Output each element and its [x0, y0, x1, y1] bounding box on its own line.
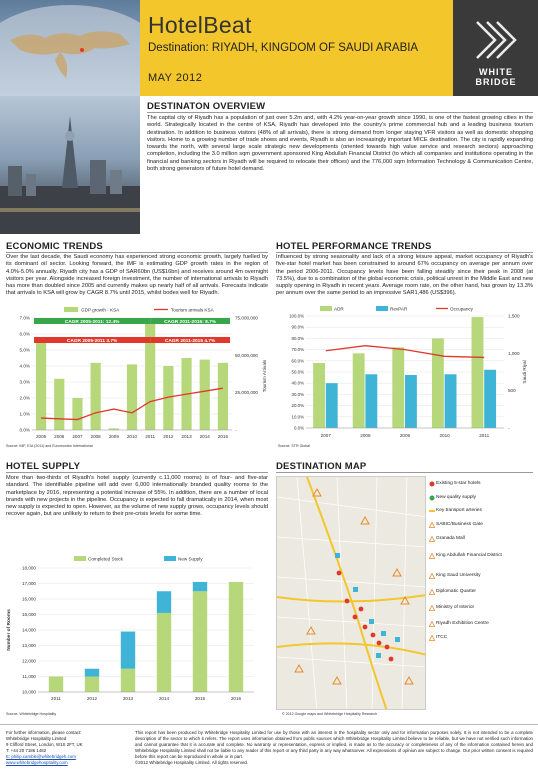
gdp-bar: [200, 360, 210, 430]
map-legend-label: SABIC/Business Gate: [436, 522, 483, 527]
map-credit: © 2012 Google maps and Whitebridge Hospitality Research: [282, 712, 378, 716]
triangle-icon: [429, 553, 435, 559]
x-tick-label: 2006: [54, 434, 65, 439]
y-tick-label: 10,000: [21, 689, 36, 695]
x-tick-label: 2014: [199, 434, 210, 439]
overview-divider: [147, 112, 533, 113]
y-tick-label: 1.0%: [19, 411, 30, 417]
revpar-bar: [405, 375, 417, 428]
map-divider: [276, 472, 533, 473]
legend-arrivals: Tourism arrivals KSA: [171, 307, 214, 313]
gdp-bar: [127, 364, 137, 430]
yellow-line-icon: [429, 508, 435, 514]
y-tick-label: 80.0%: [291, 335, 304, 341]
footer-contact: [6, 730, 128, 766]
globe-image: [0, 0, 140, 96]
supply-source: Source: Whitebridge Hospitality: [6, 712, 57, 716]
map-legend-item: [436, 605, 474, 611]
economic-heading: ECONOMIC TRENDS: [6, 241, 103, 252]
map-legend-label: Key transport arteries: [436, 508, 482, 513]
y-tick-label: 7.0%: [19, 315, 30, 321]
footer-contact-line: Whitebridge Hospitality Limited: [6, 736, 67, 741]
riyadh-skyline-image: [0, 96, 140, 234]
x-tick-label: 2011: [479, 433, 490, 438]
performance-chart: [276, 306, 536, 444]
adr-bar: [353, 353, 365, 428]
cagr-label: CAGR 2005-2011 3.7%: [66, 338, 118, 344]
x-tick-label: 2009: [399, 433, 411, 438]
logo-line1: WHITE: [479, 67, 513, 77]
map-legend-label: King Saud University: [436, 573, 481, 578]
adr-bar: [472, 317, 484, 428]
adr-bar: [432, 338, 444, 428]
map-legend-item: [436, 481, 481, 487]
report-date: MAY 2012: [148, 72, 203, 84]
supply-chart: [4, 554, 270, 710]
map-legend-item: [436, 573, 481, 579]
economic-body: Over the last decade, the Saudi economy has experienced strong economic growth, largely fuelled by its dominant oil sector. Looking forward, the IMF is estimating GDP growth rates in the region of 4.0%-5.0% annually. Riyadh city has a GDP of SAR60bn (US$16bn) and receives around 4m overnight visitors per year. Alongside increased foreign investment, the number of international arrivals to Riyadh has more than doubled since 2005 and currently makes up nearly half of all arrivals. Forecasts indicate that arrivals to KSA will grow by CAGR 8.7% until 2015, whilst bodes well for Riyadh.: [6, 254, 268, 297]
x-tick-label: 2015: [194, 696, 206, 701]
y-tick-label: 60.0%: [291, 358, 304, 364]
new-supply-bar: [85, 669, 99, 677]
new-supply-bar: [157, 591, 171, 613]
x-tick-label: 2015: [217, 434, 229, 439]
y-tick-label: 3.0%: [19, 379, 30, 385]
legend-swatch-new: [164, 556, 176, 561]
completed-stock-bar: [49, 677, 63, 693]
red-dot-icon: [429, 481, 435, 487]
footer-contact-line: T: +44 20 7186 1482: [6, 748, 47, 753]
adr-bar: [392, 347, 404, 428]
y-tick-label: 18,000: [21, 565, 36, 571]
map-legend-label: ITCC: [436, 635, 448, 640]
supply-heading: HOTEL SUPPLY: [6, 461, 81, 472]
y-tick-label: 6.0%: [19, 331, 30, 337]
y2-tick-label: 1,000: [508, 350, 520, 356]
completed-stock-bar: [85, 677, 99, 693]
y2-tick-label: 50,000,000: [235, 352, 258, 358]
completed-stock-bar: [229, 582, 243, 692]
x-tick-label: 2012: [86, 696, 98, 701]
logo-line2: BRIDGE: [475, 77, 517, 87]
x-tick-label: 2009: [108, 434, 119, 439]
x-tick-label: 2005: [35, 434, 47, 439]
x-tick-label: 2016: [230, 696, 242, 701]
x-tick-label: 2013: [122, 696, 134, 701]
x-tick-label: 2011: [145, 434, 156, 439]
y-tick-label: 16,000: [21, 596, 36, 602]
performance-body: Influenced by strong seasonality and lack of a strong leisure appeal, market occupancy of Riyadh's five-star hotel market has been constrained to around 67% occupancy on average per annum over the period 2006-2011. Occupancy levels have been falling steadily since their peak in 2008 (at 73.5%), due to a combination of the global economic crisis, political unrest in the Middle East and new supply opening in Riyadh in recent years. Average room rate, on the other hand, has grown by 13.3% per annum over the same period to an impressive SAR1,486 (US$396).: [276, 254, 533, 297]
y2-tick-label: -: [235, 427, 237, 433]
legend-new: New Supply: [178, 556, 203, 562]
occupancy-line: [326, 346, 484, 358]
triangle-icon: [429, 536, 435, 542]
y2-axis-label: Tourism Arrivals: [262, 359, 267, 393]
y2-tick-label: 25,000,000: [235, 390, 258, 396]
y2-tick-label: -: [508, 425, 510, 431]
triangle-icon: [429, 635, 435, 641]
destination-label: Destination: RIYADH, KINGDOM OF SAUDI ARABIA: [148, 42, 419, 54]
performance-heading: HOTEL PERFORMANCE TRENDS: [276, 241, 432, 252]
footer-divider: [0, 724, 538, 725]
y2-axis-label: Saudi Riyal: [522, 360, 527, 384]
map-legend-label: New quality supply: [436, 495, 476, 500]
legend-swatch-completed: [74, 556, 86, 561]
destination-map: [276, 476, 426, 710]
y-tick-label: 5.0%: [19, 347, 30, 353]
legend-occupancy: Occupancy: [450, 306, 473, 312]
triangle-icon: [429, 522, 435, 528]
map-legend-item: [436, 495, 476, 501]
revpar-bar: [365, 374, 377, 428]
map-legend-item: [436, 635, 447, 641]
footer-contact-line: 9 Clifford Street, London, W1S 2FT, UK: [6, 742, 83, 747]
y2-tick-label: 1,500: [508, 313, 520, 319]
economic-divider: [6, 252, 268, 253]
y-tick-label: 20.0%: [291, 403, 304, 409]
gdp-bar: [218, 363, 228, 430]
footer-contact-line: For further information, please contact:: [6, 730, 82, 735]
legend-revpar: RevPAR: [390, 306, 408, 312]
completed-stock-bar: [157, 613, 171, 692]
y-tick-label: 50.0%: [291, 369, 304, 375]
x-tick-label: 2007: [72, 434, 83, 439]
y-tick-label: 0.0%: [19, 427, 30, 433]
green-dot-icon: [429, 495, 435, 501]
footer-email-link[interactable]: E: philip.camble@whitebridgeh.com: [6, 754, 76, 759]
map-legend-label: Existing 5-star hotels: [436, 481, 481, 486]
adr-bar: [313, 363, 325, 428]
y2-tick-label: 75,000,000: [235, 315, 258, 321]
supply-divider: [6, 472, 268, 473]
y-tick-label: 90.0%: [291, 324, 304, 330]
x-tick-label: 2008: [360, 433, 371, 438]
report-title: HotelBeat: [148, 12, 252, 38]
y-tick-label: 10.0%: [291, 414, 304, 420]
legend-swatch-revpar: [376, 306, 388, 311]
map-legend-label: Granada Mall: [436, 536, 465, 541]
legend-gdp: GDP growth - KSA: [81, 307, 120, 313]
revpar-bar: [445, 374, 457, 428]
gdp-bar: [36, 340, 46, 430]
performance-divider: [276, 252, 533, 253]
map-legend-item: [436, 508, 482, 514]
performance-source: Source: STR Global: [278, 444, 310, 448]
y-tick-label: 100.0%: [289, 313, 304, 319]
map-legend-label: Ministry of Interior: [436, 605, 475, 610]
economic-source: Source: IMF, EIU (2011) and Euromonitor International: [6, 444, 93, 448]
triangle-icon: [429, 573, 435, 579]
y-tick-label: 30.0%: [291, 391, 304, 397]
y-tick-label: 70.0%: [291, 347, 304, 353]
x-tick-label: 2012: [163, 434, 174, 439]
cagr-label: CAGR 2011-2015: 8.7%: [164, 319, 217, 325]
map-legend-label: Riyadh Exhibition Centre: [436, 621, 489, 626]
y-tick-label: 4.0%: [19, 363, 30, 369]
overview-body: The capital city of Riyadh has a population of just over 5.2m and, with 4.2% year-on-year growth since 1990, is one of the fastest growing cities in the world. Strategically located in the centre of KSA, Riyadh has developed into the country's prime commercial hub and a leading business tourism destination. In addition to business visitors (48% of all arrivals), there is strong demand from longer staying VFR visitors as well as domestic shopping visitors. Home to a growing number of trade shows and events, Riyadh is also an increasingly important MICE destination. The city is rapidly expanding towards the north, with several large scale strategic new developments (oriented towards high value service and research sectors) approaching completion, including the 3.0 million sqm government sponsored King Abdullah Financial District (to which all companies and institutions operating in the financial and banking sectors in Riyadh will be required to relocate their offices) and the 776,000 sqm Information Technology & Communication Centre, both strong generators of future hotel demand.: [147, 115, 533, 173]
y-tick-label: 12,000: [21, 658, 36, 664]
economic-chart: [4, 306, 270, 450]
y-axis-label: Number of Rooms: [7, 609, 12, 651]
map-legend-label: King Abdullah Financial District: [436, 553, 502, 558]
completed-stock-bar: [121, 669, 135, 692]
whitebridge-logo-icon: [473, 18, 517, 62]
x-tick-label: 2013: [181, 434, 192, 439]
gdp-bar: [54, 379, 64, 430]
triangle-icon: [429, 605, 435, 611]
legend-swatch-gdp: [64, 307, 78, 312]
y-tick-label: 13,000: [21, 643, 36, 648]
map-legend-item: [436, 589, 476, 595]
x-tick-label: 2010: [439, 433, 450, 438]
completed-stock-bar: [193, 591, 207, 692]
gdp-bar: [91, 363, 101, 430]
y-tick-label: 2.0%: [19, 395, 30, 401]
y-tick-label: 15,000: [21, 612, 36, 617]
overview-heading: DESTINATON OVERVIEW: [147, 101, 266, 112]
logo-text: [458, 68, 534, 87]
y-tick-label: 0.0%: [293, 425, 304, 431]
map-legend-item: [436, 522, 483, 528]
y-tick-label: 14,000: [21, 627, 36, 633]
legend-adr: ADR: [334, 306, 344, 312]
x-tick-label: 2011: [51, 696, 61, 701]
y-tick-label: 40.0%: [291, 380, 304, 386]
cagr-label: CAGR 2005-2011: 12.4%: [64, 319, 120, 325]
legend-swatch-adr: [320, 306, 332, 311]
x-tick-label: 2007: [320, 433, 331, 438]
gdp-bar: [72, 398, 82, 430]
legend-completed: Completed Stock: [88, 556, 123, 562]
y-tick-label: 11,000: [22, 674, 36, 679]
disclaimer-text: This report has been produced by Whitebridge Hospitality Limited for use by those with an interest in the hospitality sector only and for information purposes solely. It is not intended to be a complete description of the sector to which it refers. The report uses information obtained from public sources which Whitebridge Hospitality Limited believe to be reliable, but we have not verified such information and cannot guarantee that it is accurate and complete. No warranty or representation, express or implied, is made as to the accuracy or completeness of any of the information contained herein and Whitebridge Hospitality Limited shall not be liable to any reader of this report or any third party in any way whatsoever. All expressions of opinion are subject to change. Our prior written consent is required before this report can be reproduced in whole or in part.: [135, 730, 533, 759]
copyright-text: ©2012 Whitebridge Hospitality Limited. All rights reserved.: [135, 760, 249, 765]
y2-tick-label: 500: [508, 388, 516, 394]
footer-disclaimer: [135, 730, 533, 766]
footer-website-link[interactable]: www.whitebridgehospitality.com: [6, 760, 68, 765]
supply-body: More than two-thirds of Riyadh's hotel supply (currently c.11,000 rooms) is of four- and five-star standard. The identifiable pipeline will add over 6,000 internationally branded quality rooms to the marketplace by 2016, representing a potential increase of 55%. In addition, there are a number of local brands with new projects in the pipeline. Occupancy is expected to fall dramatically in 2014, when most new supply is expected to open. However, as the volume of new supply grows, occupancy levels should recover again, but are unlikely to return to their pre-crisis levels for some time.: [6, 475, 268, 518]
map-legend-item: [436, 621, 489, 627]
new-supply-bar: [121, 632, 135, 669]
map-legend-item: [436, 553, 502, 559]
revpar-bar: [326, 383, 338, 428]
new-supply-bar: [193, 582, 207, 591]
x-tick-label: 2014: [158, 696, 170, 701]
map-legend-item: [436, 536, 465, 542]
triangle-icon: [429, 621, 435, 627]
y-tick-label: 17,000: [21, 581, 36, 586]
map-legend-label: Diplomatic Quarter: [436, 589, 476, 594]
cagr-label: CAGR 2011-2015 4.7%: [164, 338, 216, 344]
map-heading: DESTINATION MAP: [276, 461, 367, 472]
revpar-bar: [484, 370, 496, 428]
x-tick-label: 2010: [126, 434, 138, 439]
x-tick-label: 2008: [90, 434, 101, 439]
triangle-icon: [429, 589, 435, 595]
